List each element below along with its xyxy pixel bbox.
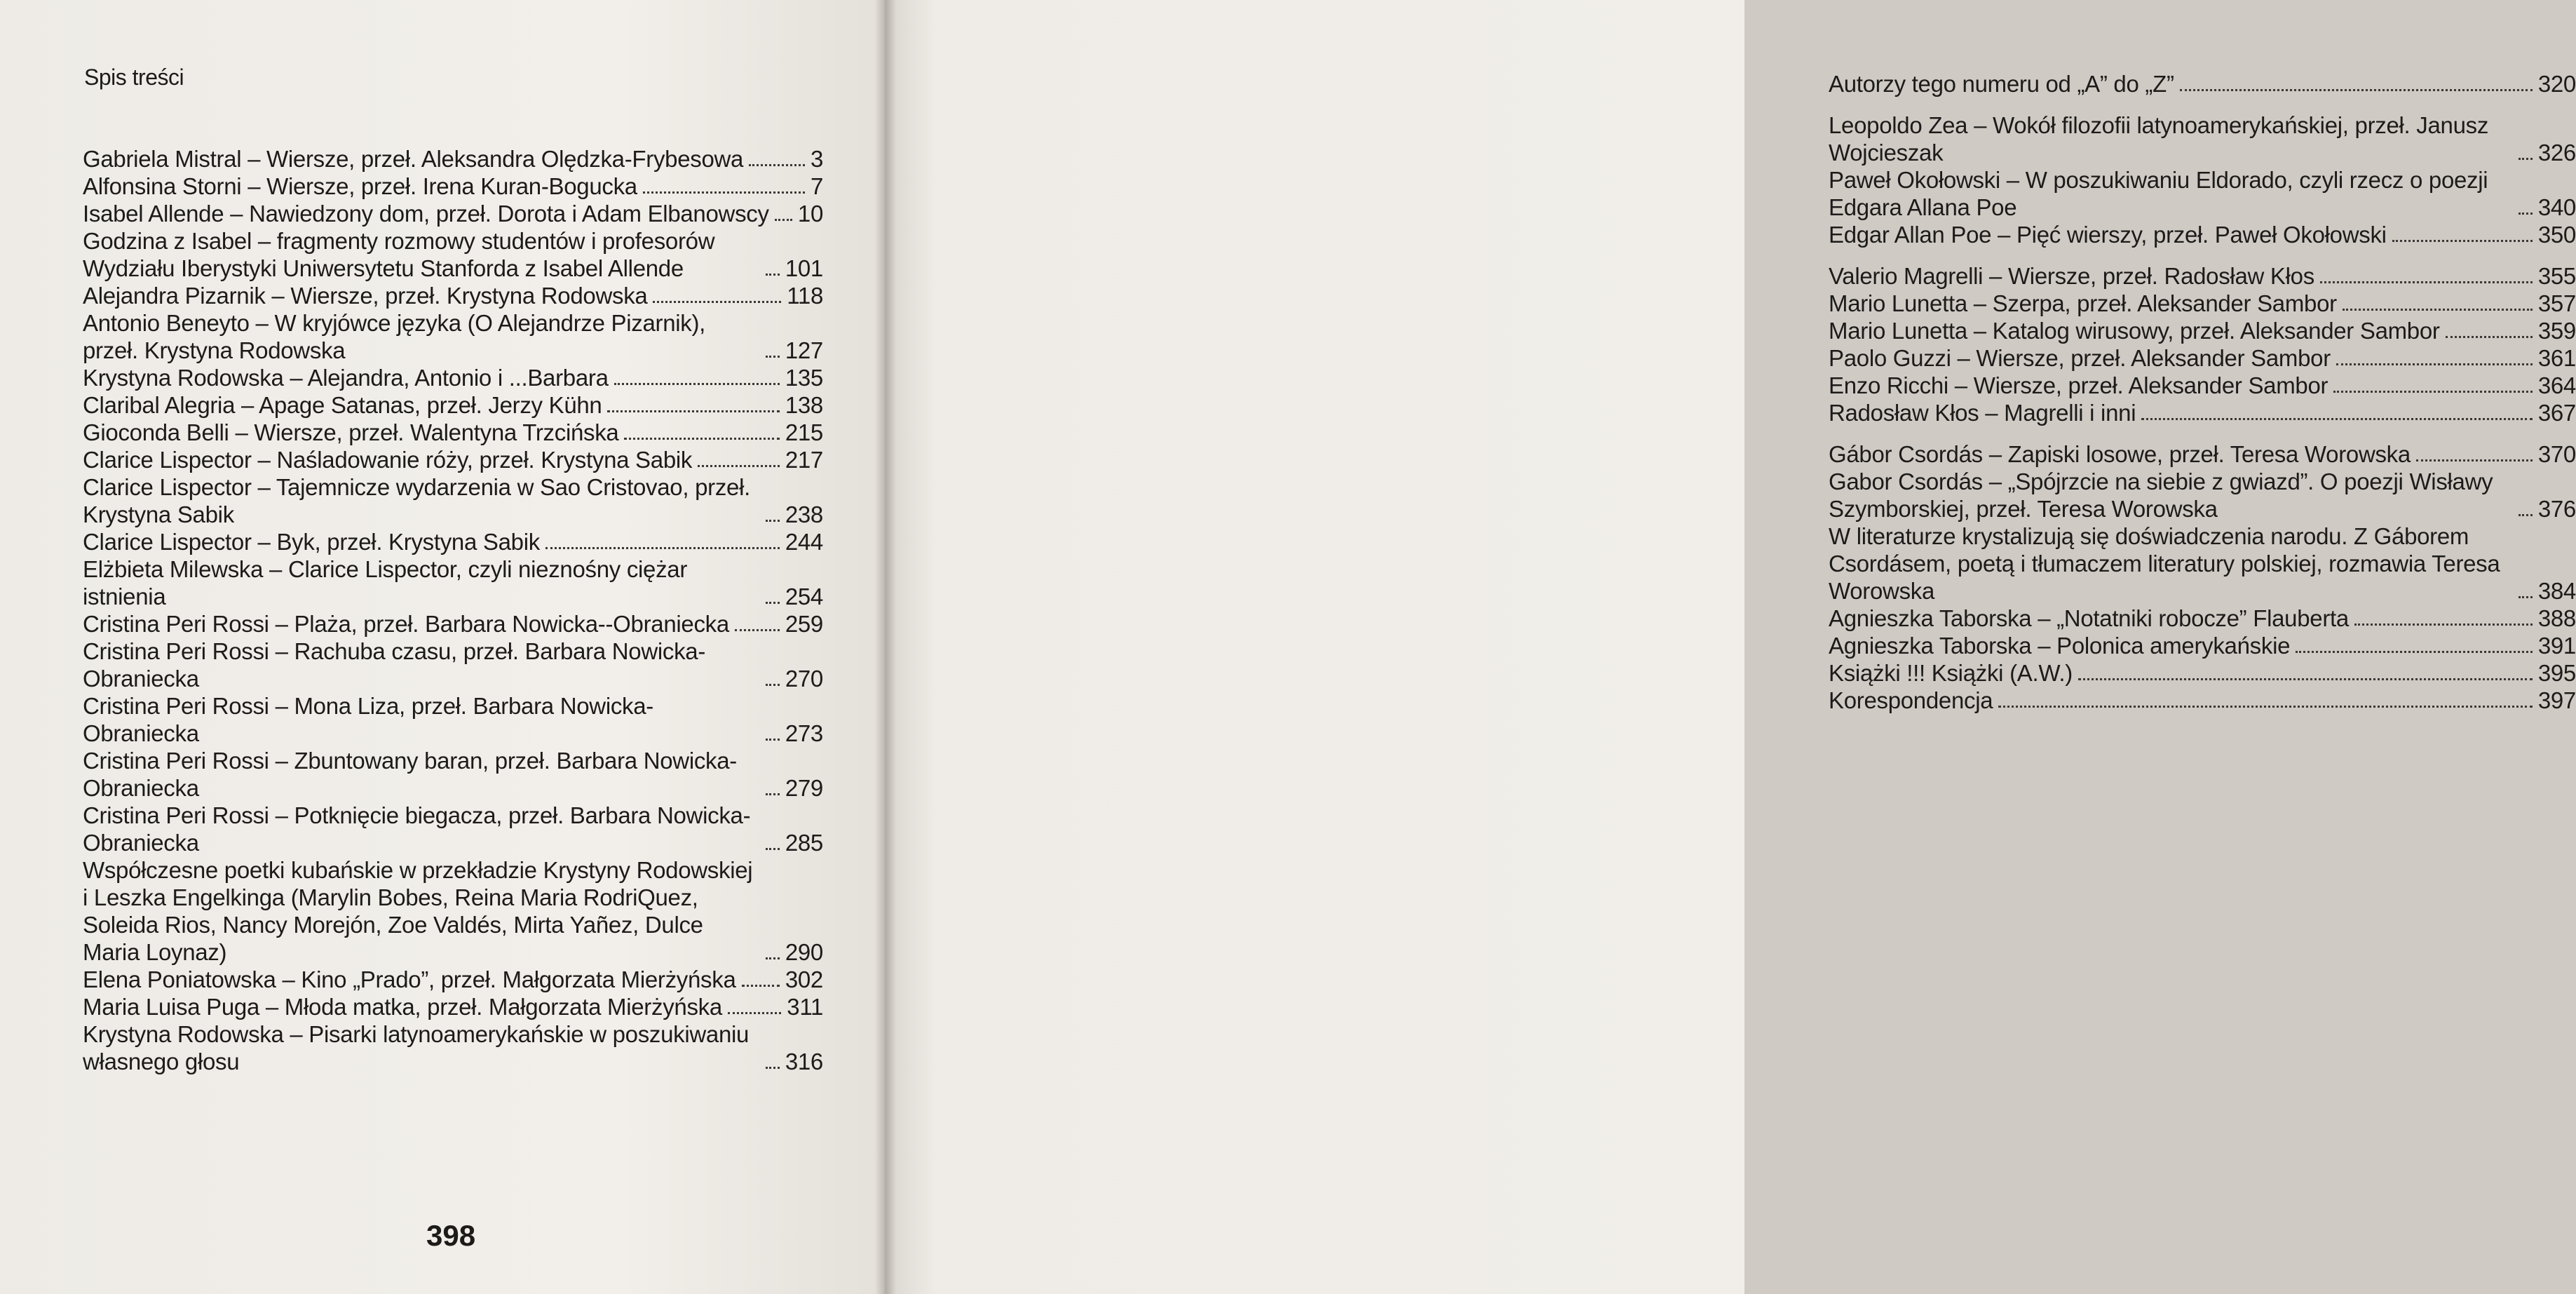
- dot-leader: [607, 410, 779, 412]
- toc-entry-page: 311: [787, 994, 823, 1020]
- toc-entry: [83, 638, 823, 692]
- toc-list-left: [83, 145, 823, 1075]
- dot-leader: [2446, 336, 2533, 338]
- toc-entry-page: 135: [785, 365, 823, 391]
- toc-entry-title: Maria Luisa Puga – Młoda matka, przeł. Małgorzata Mierżyńska: [83, 994, 722, 1020]
- toc-entry-title: Cristina Peri Rossi – Rachuba czasu, przeł. Barbara Nowicka-Obraniecka: [83, 638, 706, 692]
- toc-entry: [83, 173, 823, 200]
- toc-entry: [83, 200, 823, 227]
- toc-entry: [83, 610, 823, 638]
- toc-entry-page: 259: [785, 611, 823, 637]
- dot-leader: [2180, 89, 2533, 91]
- toc-entry-page: 7: [810, 173, 823, 199]
- toc-entry: [83, 391, 823, 419]
- toc-entry-page: 290: [785, 939, 823, 965]
- toc-entry: [83, 282, 823, 309]
- toc-entry-page: 364: [2537, 372, 2576, 398]
- toc-entry-title: Mario Lunetta – Szerpa, przeł. Aleksander Sambor: [1829, 290, 2337, 316]
- toc-entry: [1829, 166, 2576, 221]
- dot-leader: [643, 191, 805, 194]
- dot-leader: [766, 739, 780, 741]
- toc-entry-page: 254: [785, 584, 823, 609]
- dot-leader: [2343, 309, 2533, 311]
- toc-entry-page: 355: [2537, 263, 2576, 289]
- dot-leader: [624, 438, 779, 440]
- right-page: [885, 0, 2576, 1294]
- dot-leader: [742, 985, 780, 987]
- toc-entry: [1829, 687, 2576, 714]
- toc-entry: [83, 966, 823, 993]
- toc-entry-page: 101: [785, 255, 823, 281]
- toc-entry: [83, 473, 823, 528]
- toc-entry: [83, 227, 823, 282]
- group-spacer: [1829, 97, 2576, 112]
- dot-leader: [653, 301, 781, 303]
- toc-entry-title: Gabor Csordás – „Spójrzcie na siebie z gwiazd”. O poezji Wisławy Szymborskiej, przeł. Teresa Worowska: [1829, 469, 2493, 522]
- dot-leader: [766, 520, 780, 522]
- toc-entry: [1829, 262, 2576, 290]
- toc-entry-page: 388: [2537, 605, 2576, 631]
- toc-entry-page: 270: [785, 666, 823, 692]
- toc-entry: [1829, 344, 2576, 372]
- toc-entry-page: 384: [2537, 578, 2576, 604]
- toc-entry-title: Godzina z Isabel – fragmenty rozmowy studentów i profesorów Wydziału Iberystyki Uniwersytetu Stanforda z Isabel Allende: [83, 228, 715, 281]
- toc-entry-title: Isabel Allende – Nawiedzony dom, przeł. Dorota i Adam Elbanowscy: [83, 201, 769, 227]
- book-gutter: [875, 0, 896, 1294]
- toc-entry: [83, 692, 823, 747]
- dot-leader: [2519, 514, 2533, 516]
- dot-leader: [766, 356, 780, 358]
- dot-leader: [2336, 363, 2533, 365]
- toc-entry-page: 127: [785, 337, 823, 363]
- dot-leader: [2333, 391, 2533, 393]
- toc-entry-title: Radosław Kłos – Magrelli i inni: [1829, 400, 2136, 426]
- toc-entry-title: Korespondencja: [1829, 687, 1993, 713]
- dot-leader: [2296, 651, 2533, 653]
- toc-entry-page: 10: [797, 201, 823, 227]
- dot-leader: [2392, 240, 2533, 242]
- dot-leader: [2320, 281, 2533, 283]
- toc-entry-page: 395: [2537, 660, 2576, 686]
- toc-entry-title: Elena Poniatowska – Kino „Prado”, przeł. Małgorzata Mierżyńska: [83, 966, 736, 992]
- toc-entry-title: Elżbieta Milewska – Clarice Lispector, czyli nieznośny ciężar istnienia: [83, 556, 688, 609]
- toc-entry-page: 279: [785, 775, 823, 801]
- toc-entry-page: 391: [2537, 633, 2576, 659]
- toc-entry-page: 370: [2537, 441, 2576, 467]
- toc-entry-title: Autorzy tego numeru od „A” do „Z”: [1829, 71, 2174, 97]
- dot-leader: [614, 383, 780, 385]
- toc-entry-title: Cristina Peri Rossi – Plaża, przeł. Barbara Nowicka--Obraniecka: [83, 611, 729, 637]
- dot-leader: [775, 219, 792, 221]
- toc-entry: [83, 747, 823, 802]
- toc-entry-title: Agnieszka Taborska – Polonica amerykańskie: [1829, 633, 2291, 659]
- toc-entry: [1829, 523, 2576, 605]
- toc-entry: [83, 145, 823, 173]
- toc-entry-title: Cristina Peri Rossi – Zbuntowany baran, przeł. Barbara Nowicka-Obraniecka: [83, 748, 737, 801]
- toc-entry-page: 3: [810, 146, 823, 172]
- toc-entry-title: Krystyna Rodowska – Pisarki latynoamerykańskie w poszukiwaniu własnego głosu: [83, 1021, 750, 1074]
- toc-entry-page: 273: [785, 720, 823, 746]
- toc-entry-title: Claribal Alegria – Apage Satanas, przeł. Jerzy Kühn: [83, 392, 602, 418]
- toc-entry-page: 238: [785, 501, 823, 527]
- group-spacer: [1829, 248, 2576, 262]
- toc-list-right: [1829, 70, 2576, 714]
- dot-leader: [728, 1012, 781, 1014]
- toc-entry: [1829, 659, 2576, 687]
- toc-entry-title: Krystyna Rodowska – Alejandra, Antonio i ...Barbara: [83, 365, 609, 391]
- toc-entry: [83, 1020, 823, 1075]
- toc-entry-title: Współczesne poetki kubańskie w przekładzie Krystyny Rodowskiej i Leszka Engelkinga (Marylin Bobes, Reina Maria RodriQuez, Soleida Rios, Nancy Morejón, Zoe Valdés, Mirta Yañez, Dulce Maria Loynaz): [83, 857, 753, 965]
- toc-entry-title: Agnieszka Taborska – „Notatniki robocze” Flauberta: [1829, 605, 2349, 631]
- toc-entry: [1829, 317, 2576, 344]
- toc-entry-title: Paolo Guzzi – Wiersze, przeł. Aleksander Sambor: [1829, 345, 2331, 371]
- toc-entry-title: Alejandra Pizarnik – Wiersze, przeł. Krystyna Rodowska: [83, 283, 648, 309]
- page-number: 398: [426, 1219, 476, 1252]
- toc-entry-page: 367: [2537, 400, 2576, 426]
- toc-entry-title: Edgar Allan Poe – Pięć wierszy, przeł. Paweł Okołowski: [1829, 222, 2387, 248]
- toc-entry-page: 359: [2537, 318, 2576, 344]
- toc-entry-page: 302: [785, 966, 823, 992]
- dot-leader: [766, 793, 780, 795]
- toc-entry: [1829, 605, 2576, 632]
- toc-entry-title: Alfonsina Storni – Wiersze, przeł. Irena Kuran-Bogucka: [83, 173, 637, 199]
- dot-leader: [766, 848, 780, 850]
- toc-entry: [83, 802, 823, 856]
- toc-entry: [1829, 372, 2576, 399]
- toc-entry-page: 340: [2537, 194, 2576, 220]
- toc-entry-page: 244: [785, 529, 823, 555]
- toc-entry-title: Clarice Lispector – Tajemnicze wydarzenia w Sao Cristovao, przeł. Krystyna Sabik: [83, 474, 750, 527]
- toc-entry: [83, 364, 823, 391]
- toc-entry-title: Mario Lunetta – Katalog wirusowy, przeł. Aleksander Sambor: [1829, 318, 2440, 344]
- toc-entry-title: Książki !!! Książki (A.W.): [1829, 660, 2073, 686]
- dot-leader: [545, 547, 780, 549]
- toc-entry-title: Leopoldo Zea – Wokół filozofii latynoamerykańskiej, przeł. Janusz Wojcieszak: [1829, 112, 2489, 166]
- toc-entry: [1829, 468, 2576, 523]
- toc-entry-title: Clarice Lispector – Byk, przeł. Krystyna Sabik: [83, 529, 540, 555]
- toc-entry: [1829, 290, 2576, 317]
- toc-heading: Spis treści: [84, 65, 184, 90]
- dot-leader: [2519, 213, 2533, 215]
- toc-entry-page: 361: [2537, 345, 2576, 371]
- dot-leader: [2519, 158, 2533, 160]
- toc-entry: [83, 555, 823, 610]
- toc-entry-title: Paweł Okołowski – W poszukiwaniu Eldorado, czyli rzecz o poezji Edgara Allana Poe: [1829, 167, 2488, 220]
- toc-entry-title: Cristina Peri Rossi – Potknięcie biegacza, przeł. Barbara Nowicka-Obraniecka: [83, 802, 751, 856]
- toc-entry-title: W literaturze krystalizują się doświadczenia narodu. Z Gáborem Csordásem, poetą i tłumaczem literatury polskiej, rozmawia Teresa Worowska: [1829, 523, 2500, 604]
- toc-entry: [83, 856, 823, 966]
- toc-entry-title: Gioconda Belli – Wiersze, przeł. Walentyna Trzcińska: [83, 419, 619, 445]
- toc-entry: [1829, 399, 2576, 426]
- dot-leader: [766, 602, 780, 604]
- toc-entry-title: Gábor Csordás – Zapiski losowe, przeł. Teresa Worowska: [1829, 441, 2411, 467]
- dot-leader: [2078, 678, 2533, 680]
- dot-leader: [698, 465, 780, 467]
- toc-entry: [83, 309, 823, 364]
- toc-entry-page: 138: [785, 392, 823, 418]
- toc-entry-page: 217: [785, 447, 823, 473]
- dot-leader: [749, 164, 805, 166]
- dot-leader: [766, 1067, 780, 1069]
- toc-entry: [83, 446, 823, 473]
- dot-leader: [766, 684, 780, 686]
- toc-entry: [1829, 440, 2576, 468]
- toc-entry: [83, 528, 823, 555]
- dot-leader: [766, 274, 780, 276]
- toc-entry-title: Clarice Lispector – Naśladowanie róży, przeł. Krystyna Sabik: [83, 447, 693, 473]
- toc-entry-title: Antonio Beneyto – W kryjówce języka (O Alejandrze Pizarnik), przeł. Krystyna Rodowska: [83, 310, 706, 363]
- toc-entry-page: 376: [2537, 496, 2576, 522]
- dot-leader: [766, 957, 780, 959]
- dot-leader: [735, 629, 780, 631]
- toc-entry-page: 316: [785, 1049, 823, 1074]
- toc-entry-page: 326: [2537, 140, 2576, 166]
- dot-leader: [2416, 459, 2533, 461]
- toc-entry-page: 118: [787, 283, 823, 309]
- left-page: [0, 0, 885, 1294]
- dot-leader: [2354, 624, 2533, 626]
- dot-leader: [2519, 596, 2533, 598]
- toc-entry-page: 320: [2537, 71, 2576, 97]
- toc-entry: [1829, 221, 2576, 248]
- toc-entry: [83, 993, 823, 1020]
- toc-entry: [83, 419, 823, 446]
- dot-leader: [1998, 706, 2533, 708]
- toc-entry-title: Valerio Magrelli – Wiersze, przeł. Radosław Kłos: [1829, 263, 2314, 289]
- group-spacer: [1829, 426, 2576, 440]
- toc-entry-page: 397: [2537, 687, 2576, 713]
- toc-entry-page: 215: [785, 419, 823, 445]
- toc-entry-title: Enzo Ricchi – Wiersze, przeł. Aleksander Sambor: [1829, 372, 2328, 398]
- toc-entry-page: 285: [785, 830, 823, 856]
- toc-entry: [1829, 632, 2576, 659]
- toc-entry: [1829, 70, 2576, 97]
- toc-entry-page: 357: [2537, 290, 2576, 316]
- toc-entry-page: 350: [2537, 222, 2576, 248]
- dot-leader: [2141, 418, 2533, 420]
- toc-entry: [1829, 112, 2576, 166]
- toc-entry-title: Cristina Peri Rossi – Mona Liza, przeł. Barbara Nowicka-Obraniecka: [83, 693, 654, 746]
- toc-entry-title: Gabriela Mistral – Wiersze, przeł. Aleksandra Olędzka-Frybesowa: [83, 146, 744, 172]
